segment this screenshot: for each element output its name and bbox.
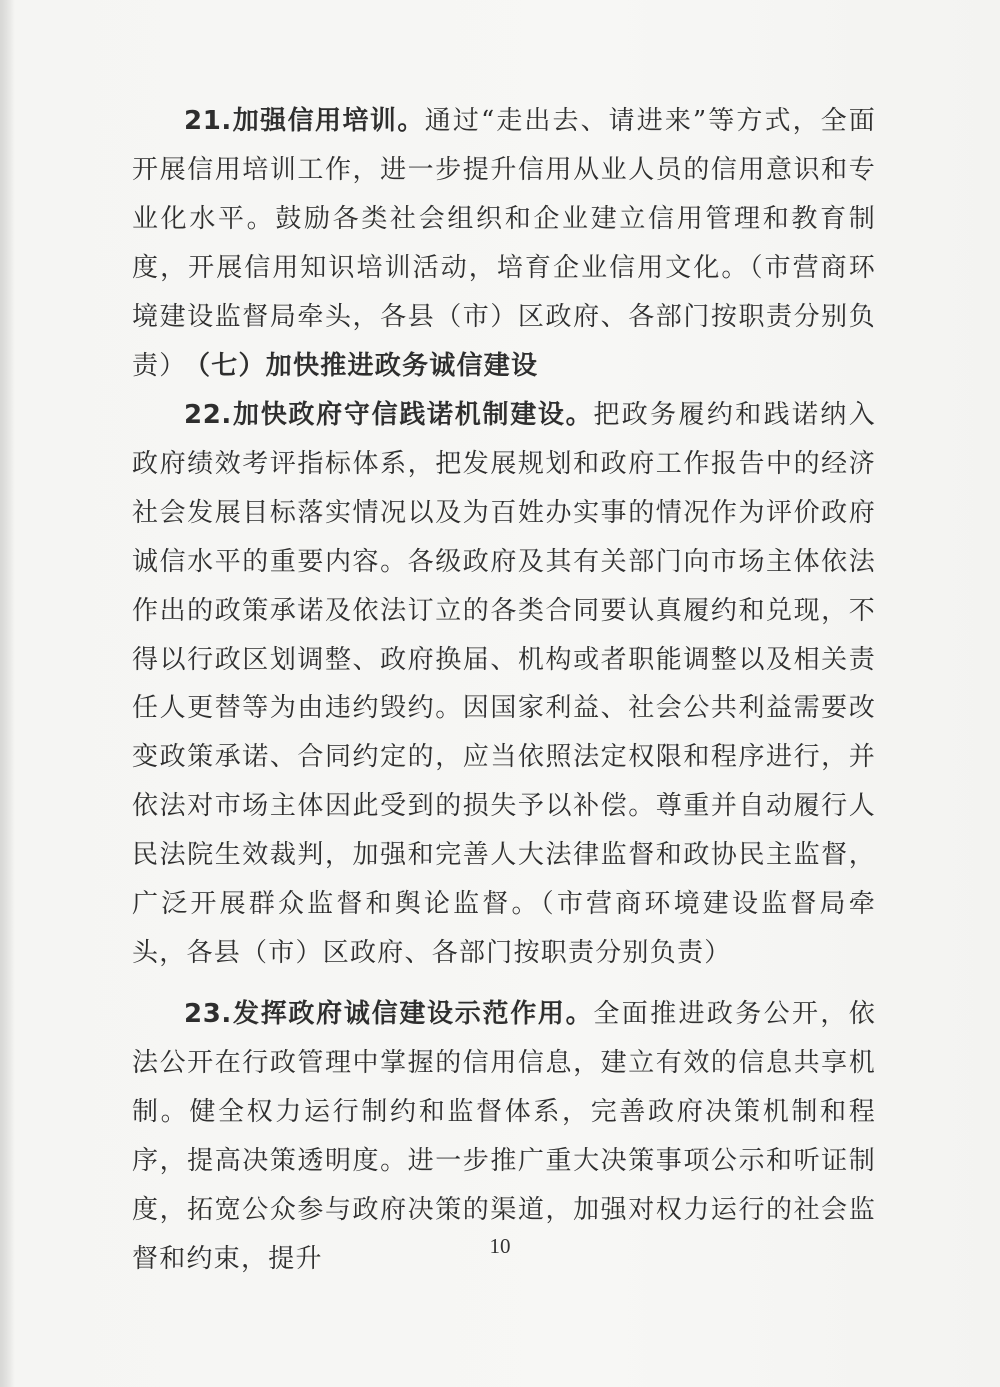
paragraph-23-lead: 23.发挥政府诚信建设示范作用。 [184, 999, 594, 1029]
paragraph-23-body: 全面推进政务公开，依法公开在行政管理中掌握的信用信息，建立有效的信息共享机制。健全权力运行制约和监督体系，完善政府决策机制和程序，提高决策透明度。进一步推广重大决策事项公示和听证制度，拓宽公众参与政府决策的渠道，加强对权力运行的社会监督和约束，提升 [132, 999, 876, 1274]
section-heading-7 [132, 342, 876, 391]
paragraph-22 [132, 391, 876, 978]
paragraph-21-body: 通过“走出去、请进来”等方式，全面开展信用培训工作，进一步提升信用从业人员的信用意识和专业化水平。鼓励各类社会组织和企业建立信用管理和教育制度，开展信用知识培训活动，培育企业信用文化。（市营商环境建设监督局牵头，各县（市）区政府、各部门按职责分别负责） [132, 106, 876, 381]
section-heading-text: （七）加快推进政务诚信建设 [184, 351, 539, 381]
paragraph-22-body: 把政务履约和践诺纳入政府绩效考评指标体系，把发展规划和政府工作报告中的经济社会发展目标落实情况以及为百姓办实事的情况作为评价政府诚信水平的重要内容。各级政府及其有关部门向市场主体依法作出的政策承诺及依法订立的各类合同要认真履约和兑现，不得以行政区划调整、政府换届、机构或者职能调整以及相关责任人更替等为由违约毁约。因国家利益、社会公共利益需要改变政策承诺、合同约定的，应当依照法定权限和程序进行，并依法对市场主体因此受到的损失予以补偿。尊重并自动履行人民法院生效裁判，加强和完善人大法律监督和政协民主监督，广泛开展群众监督和舆论监督。（市营商环境建设监督局牵头，各县（市）区政府、各部门按职责分别负责） [132, 400, 876, 968]
page-number: 10 [489, 1234, 511, 1258]
scan-spine-shadow [0, 0, 14, 1387]
paragraph-22-lead: 22.加快政府守信践诺机制建设。 [184, 400, 594, 430]
paragraph-21-lead: 21.加强信用培训。 [184, 106, 425, 136]
